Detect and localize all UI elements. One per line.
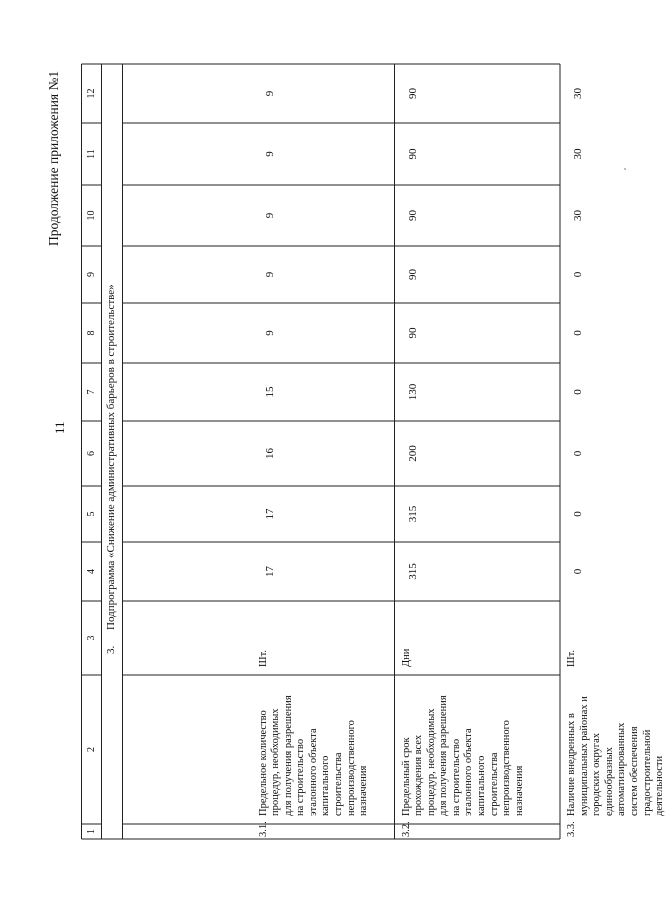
- value-cell: 15: [263, 363, 275, 421]
- row-number: 3.3.: [566, 821, 579, 837]
- rotated-page: [0, 1, 640, 906]
- value-cell: 30: [572, 64, 584, 123]
- value-cell: 17: [263, 542, 275, 601]
- value-cell: 9: [263, 185, 275, 246]
- header-col-number: 2: [85, 729, 96, 769]
- value-cell: 0: [572, 246, 584, 303]
- value-cell: 90: [406, 64, 418, 123]
- value-cell: 16: [263, 421, 275, 486]
- value-cell: 90: [406, 123, 418, 185]
- header-col-number: 6: [85, 433, 96, 473]
- value-cell: 9: [263, 123, 275, 185]
- value-cell: 0: [572, 542, 584, 601]
- value-cell: 90: [406, 303, 418, 363]
- indicator-name: Предельный срок прохождения всех процедур, необходимых для получения разрешения на строительство эталонного объекта капитального строительства непроизводственного назначения: [400, 695, 526, 816]
- indicator-name: Предельное количество процедур, необходимых для получения разрешения на строительство эталонного объекта капитального строительства непроизводственного назначения: [257, 695, 370, 816]
- value-cell: 0: [572, 421, 584, 486]
- value-cell: 315: [406, 542, 418, 601]
- header-col-number: 4: [85, 551, 96, 591]
- unit-cell: Дни: [400, 648, 413, 666]
- value-cell: 30: [572, 123, 584, 185]
- row-number: 3.2.: [400, 821, 413, 837]
- header-col-number: 7: [85, 372, 96, 412]
- value-cell: 90: [406, 246, 418, 303]
- subprogram-number: 3.: [105, 645, 117, 653]
- row-number: 3.1.: [257, 821, 270, 837]
- value-cell: 90: [406, 185, 418, 246]
- indicator-name: Наличие внедренных в муниципальных районах и городских округах единообразных автоматизированных систем обеспечения градостроительной деятельности: [566, 696, 666, 816]
- header-col-number: 5: [85, 494, 96, 534]
- page-number: 11: [52, 421, 68, 434]
- header-col-number: 1: [85, 811, 96, 851]
- value-cell: 0: [572, 486, 584, 542]
- header-col-number: 3: [85, 618, 96, 658]
- value-cell: 0: [572, 363, 584, 421]
- header-col-number: 8: [85, 313, 96, 353]
- value-cell: 9: [263, 246, 275, 303]
- header-col-number: 12: [85, 73, 96, 113]
- value-cell: 9: [263, 303, 275, 363]
- subprogram-title: Подпрограмма «Снижение административных барьеров в строительстве»: [105, 284, 117, 630]
- value-cell: 30: [572, 185, 584, 246]
- unit-cell: Шт.: [566, 649, 579, 666]
- unit-cell: Шт.: [257, 649, 270, 666]
- header-col-number: 11: [85, 134, 96, 174]
- value-cell: 9: [263, 64, 275, 123]
- value-cell: 315: [406, 486, 418, 542]
- value-cell: 0: [572, 303, 584, 363]
- value-cell: 17: [263, 486, 275, 542]
- value-cell: 130: [406, 363, 418, 421]
- header-col-number: 9: [85, 254, 96, 294]
- header-col-number: 10: [85, 195, 96, 235]
- value-cell: 200: [406, 421, 418, 486]
- continuation-title: Продолжение приложения №1: [46, 70, 62, 245]
